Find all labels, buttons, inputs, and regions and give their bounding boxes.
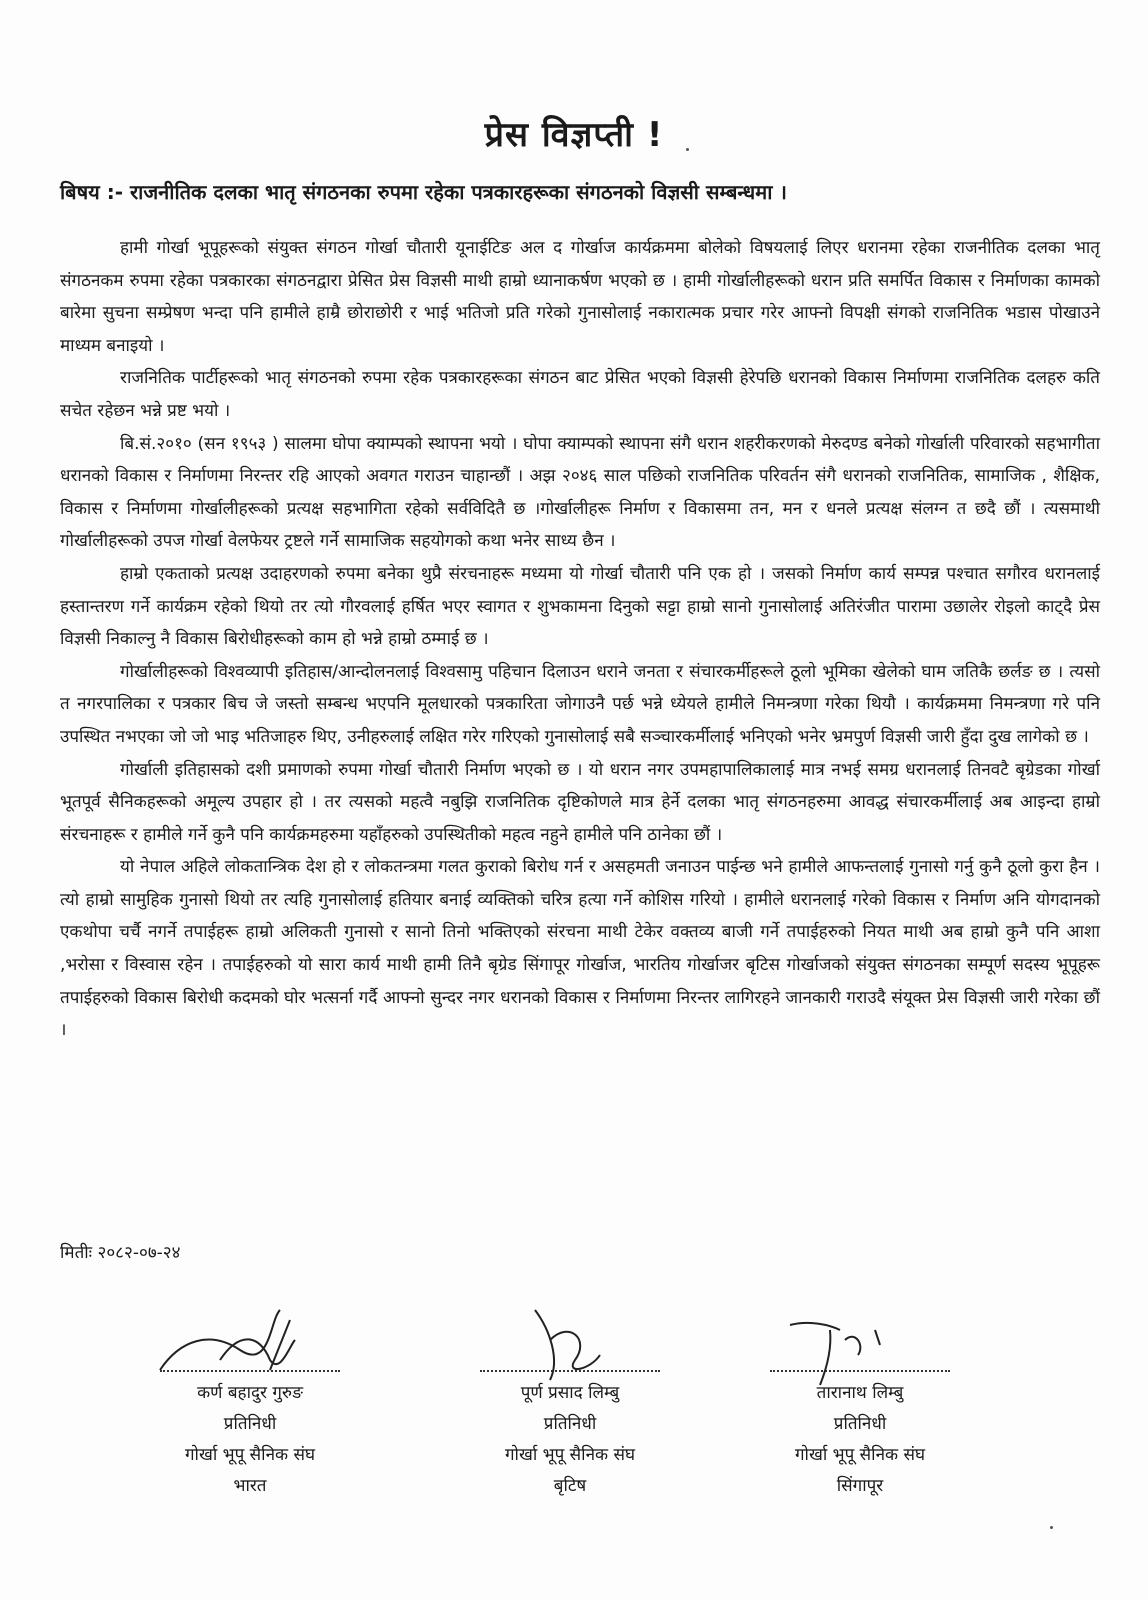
- signatory-name: तारानाथ लिम्बु: [816, 1383, 904, 1403]
- signatory-org: गोर्खा भूपू सैनिक संघ: [504, 1445, 636, 1465]
- signatory-role: प्रतिनिधी: [223, 1414, 277, 1434]
- document-subject: बिषय :- राजनीतिक दलका भातृ संगठनका रुपमा रहेका पत्रकारहरूका संगठनको विज्ञसी सम्बन्धमा ।: [60, 180, 787, 204]
- signatory-org: गोर्खा भूपू सैनिक संघ: [184, 1445, 316, 1465]
- signature-block-british: [440, 1370, 700, 1502]
- handwritten-signature: [440, 1300, 700, 1390]
- signatory-role: प्रतिनिधी: [833, 1414, 887, 1434]
- scan-mark: [1050, 1526, 1053, 1529]
- signatory-country: बृटिष: [553, 1476, 587, 1496]
- signature-block-india: [120, 1370, 380, 1502]
- paragraph: यो नेपाल अहिले लोकतान्त्रिक देश हो र लोकतन्त्रमा गलत कुराको बिरोध गर्न र असहमती जनाउन पाईन्छ भने हामीले आफन्तलाई गुनासो गर्नु कुनै ठूलो कुरा हैन । त्यो हाम्रो सामुहिक गुनासो थियो तर त्यहि गुनासोलाई हतियार बनाई व्यक्तिको चरित्र हत्या गर्ने कोशिस गरियो । हामीले धरानलाई गरेको विकास र निर्माण अनि योगदानको एकथोपा चर्चै नगर्ने तपाईहरू हाम्रो अलिकती गुनासो र सानो तिनो भक्तिएको संरचना माथी टेकेर वक्तव्य बाजी गर्ने तपाईहरुको नियत माथी अब हाम्रो कुनै पनि आशा ,भरोसा र विस्वास रहेन । तपाईहरुको यो सारा कार्य माथी हामी तिनै बृग्रेड सिंगापूर गोर्खाज, भारतिय गोर्खाजर बृटिस गोर्खाजको संयुक्त संगठनका सम्पूर्ण सदस्य भूपूहरू तपाईहरुको विकास बिरोधी कदमको घोर भत्सर्ना गर्दै आफ्नो सुन्दर नगर धरानको विकास र निर्माणमा निरन्तर लागिरहने जानकारी गराउदै संयूक्त प्रेस विज्ञसी जारी गरेका छौं ।: [60, 857, 1100, 1041]
- scan-mark: [686, 148, 689, 151]
- signatory-name: पूर्ण प्रसाद लिम्बु: [520, 1383, 620, 1403]
- signatory-country: सिंगापूर: [836, 1476, 884, 1496]
- signatory-org: गोर्खा भूपू सैनिक संघ: [794, 1445, 926, 1465]
- handwritten-signature: [120, 1300, 380, 1390]
- paragraph: बि.सं.२०१० (सन १९५३ ) सालमा घोपा क्याम्पको स्थापना भयो । घोपा क्याम्पको स्थापना संगै धरान शहरीकरणको मेरुदण्ड बनेको गोर्खाली परिवारको सहभागीता धरानको विकास र निर्माणमा निरन्तर रहि आएको अवगत गराउन चाहान्छौं । अझ २०४६ साल पछिको राजनितिक परिवर्तन संगै धरानको राजनितिक, सामाजिक , शैक्षिक, विकास र निर्माणमा गोर्खालीहरूको प्रत्यक्ष सहभागिता रहेको सर्वविदितै छ ।गोर्खालीहरू निर्माण र विकासमा तन, मन र धनले प्रत्यक्ष संलग्न त छदै छौं । त्यसमाथी गोर्खालीहरूको उपज गोर्खा वेलफेयर ट्रष्टले गर्ने सामाजिक सहयोगको कथा भनेर साध्य छैन ।: [60, 433, 1100, 552]
- paragraph: हाम्रो एकताको प्रत्यक्ष उदाहरणको रुपमा बनेका थुप्रै संरचनाहरू मध्यमा यो गोर्खा चौतारी पनि एक हो । जसको निर्माण कार्य सम्पन्न पश्चात सगौरव धरानलाई हस्तान्तरण गर्ने कार्यक्रम रहेको थियो तर त्यो गौरवलाई हर्षित भएर स्वागत र शुभकामना दिनुको सट्टा हाम्रो सानो गुनासोलाई अतिरंजीत पारामा उछालेर रोइलो काट्दै प्रेस विज्ञसी निकाल्नु नै विकास बिरोधीहरूको काम हो भन्ने हाम्रो ठम्माई छ ।: [60, 563, 1100, 650]
- document-title: प्रेस विज्ञप्ती !: [484, 115, 664, 155]
- paragraph: हामी गोर्खा भूपूहरूको संयुक्त संगठन गोर्खा चौतारी यूनाईटिङ अल द गोर्खाज कार्यक्रममा बोलेको विषयलाई लिएर धरानमा रहेका राजनीतिक दलका भातृ संगठनकम रुपमा रहेका पत्रकारका संगठनद्वारा प्रेसित प्रेस विज्ञसी माथी हाम्रो ध्यानाकर्षण भएको छ । हामी गोर्खालीहरूको धरान प्रति समर्पित विकास र निर्माणका कामको बारेमा सुचना सम्प्रेषण भन्दा पनि हामीले हाम्रै छोराछोरी र भाई भतिजो प्रति गरेको गुनासोलाई नकारात्मक प्रचार गरेर आफ्नो विपक्षी संगको राजनितिक भडास पोखाउने माध्यम बनाइयो ।: [60, 238, 1100, 356]
- paragraph: गोर्खालीहरूको विश्वव्यापी इतिहास/आन्दोलनलाई विश्वसामु पहिचान दिलाउन धराने जनता र संचारकर्मीहरूले ठूलो भूमिका खेलेको घाम जतिकै छर्लङ छ । त्यसो त नगरपालिका र पत्रकार बिच जे जस्तो सम्बन्ध भएपनि मूलधारको पत्रकारिता जोगाउनै पर्छ भन्ने ध्येयले हामीले निमन्त्रणा गरेका थियौ । कार्यक्रममा निमन्त्रणा गरे पनि उपस्थित नभएका जो जो भाइ भतिजाहरु थिए, उनीहरुलाई लक्षित गरेर गरिएको गुनासोलाई सबै सञ्चारकर्मीलाई भनिएको भनेर भ्रमपुर्ण विज्ञसी जारी हुँदा दुख लागेको छ ।: [60, 661, 1100, 747]
- signature-block-singapore: [730, 1370, 990, 1502]
- paragraph: गोर्खाली इतिहासको दशी प्रमाणको रुपमा गोर्खा चौतारी निर्माण भएको छ । यो धरान नगर उपमहापालिकालाई मात्र नभई समग्र धरानलाई तिनवटै बृग्रेडका गोर्खा भूतपूर्व सैनिकहरूको अमूल्य उपहार हो । तर त्यसको महत्वै नबुझि राजनितिक दृष्टिकोणले मात्र हेर्ने दलका भातृ संगठनहरुमा आवद्ध संचारकर्मीलाई अब आइन्दा हाम्रो संरचनाहरू र हामीले गर्ने कुनै पनि कार्यक्रमहरुमा यहाँहरुको उपस्थितीको महत्व नहुने हामीले पनि ठानेका छौं ।: [60, 759, 1101, 845]
- document-date: मितीः २०८२-०७-२४: [60, 1243, 181, 1263]
- signatory-role: प्रतिनिधी: [543, 1414, 597, 1434]
- signatory-country: भारत: [233, 1476, 267, 1496]
- paragraph: राजनितिक पार्टीहरूको भातृ संगठनको रुपमा रहेक पत्रकारहरूका संगठन बाट प्रेसित भएको विज्ञसी हेरेपछि धरानको विकास निर्माणमा राजनितिक दलहरु कति सचेत रहेछन भन्ने प्रष्ट भयो ।: [60, 368, 1100, 421]
- signatory-name: कर्ण बहादुर गुरुङ: [197, 1383, 303, 1403]
- handwritten-signature: [730, 1300, 990, 1390]
- document-body: [60, 232, 1100, 1047]
